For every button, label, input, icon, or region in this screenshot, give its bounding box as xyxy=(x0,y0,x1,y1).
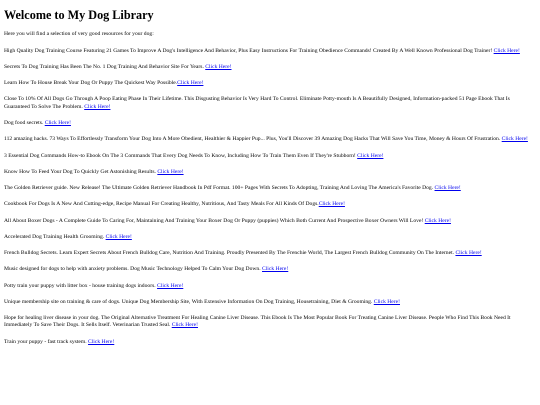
click-here-link[interactable]: Click Here! xyxy=(262,266,289,273)
resource-entry xyxy=(4,96,536,111)
click-here-link[interactable]: Click Here! xyxy=(84,103,111,110)
resource-description: High Quality Dog Training Course Featuring 21 Games To Improve A Dog's Intelligence And Behavior, Plus Easy Instructions For Training Obedience Commands! Created By A Well Known Professional Dog Trainer! xyxy=(4,47,493,54)
resource-entry xyxy=(4,283,536,290)
resource-description: Hope for healing liver disease in your dog. The Original Alternative Treatment For Healing Canine Liver Disease. This Ebook Is The Most Popular Book For Treating Canine Liver Disease. People Who Find This Book Need It Immediately To Save Their Dogs. It Sells Itself. Veterinarian Trusted Seal. xyxy=(4,315,511,329)
click-here-link[interactable]: Click Here! xyxy=(177,80,204,87)
resource-description: Accelerated Dog Training Health Grooming. xyxy=(4,233,105,240)
resource-description: Know How To Feed Your Dog To Quickly Get Astonishing Results. xyxy=(4,168,156,175)
click-here-link[interactable]: Click Here! xyxy=(455,250,482,257)
resource-description: All About Boxer Dogs - A Complete Guide To Caring For, Maintaining And Training Your Boxer Dog Or Puppy (puppies) Which Both Current And Prospective Boxer Owners Will Love! xyxy=(4,217,424,224)
resource-entry xyxy=(4,234,536,241)
click-here-link[interactable]: Click Here! xyxy=(157,168,184,175)
resource-entry xyxy=(4,201,536,208)
resource-entry xyxy=(4,250,536,257)
resource-description: Music designed for dogs to help with anxiety problems. Dog Music Technology Helped To Calm Your Dog Down. xyxy=(4,266,261,273)
resource-entry xyxy=(4,315,536,330)
resource-description: 112 amazing hacks. 73 Ways To Effortlessly Transform Your Dog Into A More Obedient, Healthier & Happier Pup... Plus, You'll Discover 39 Amazing Dog Hacks That Will Save You Time, Money & Hours Of Frustration. xyxy=(4,136,501,143)
resource-entry xyxy=(4,80,536,87)
resource-description: Close To 10% Of All Dogs Go Through A Poop Eating Phase In Their Lifetime. This Disgusting Behavior Is Very Hard To Control. Eliminate Potty-mouth Is A Beautifully Designed, Information-packed 51 Page Ebook That Is Guaranteed To Solve The Problem. xyxy=(4,96,510,110)
resource-entry xyxy=(4,185,536,192)
resource-list xyxy=(4,48,536,346)
resource-description: Unique membership site on training & care of dogs. Unique Dog Membership Site, With Extensive Information On Dog Training, Housetraining, Diet & Grooming. xyxy=(4,298,373,305)
click-here-link[interactable]: Click Here! xyxy=(373,298,400,305)
click-here-link[interactable]: Click Here! xyxy=(205,63,232,70)
resource-description: Learn How To House Break Your Dog Or Puppy The Quickest Way Possible. xyxy=(4,80,178,87)
click-here-link[interactable]: Click Here! xyxy=(88,338,115,345)
click-here-link[interactable]: Click Here! xyxy=(434,185,461,192)
resource-description: 3 Essential Dog Commands How-to Ebook On The 3 Commands That Every Dog Needs To Know, Including How To Train Them Even If They're Stubborn! xyxy=(4,152,356,159)
click-here-link[interactable]: Click Here! xyxy=(493,47,520,54)
resource-description: Dog food secrets. xyxy=(4,120,44,127)
resource-entry xyxy=(4,266,536,273)
click-here-link[interactable]: Click Here! xyxy=(44,120,71,127)
resource-entry xyxy=(4,169,536,176)
click-here-link[interactable]: Click Here! xyxy=(318,201,345,208)
resource-entry xyxy=(4,339,536,346)
click-here-link[interactable]: Click Here! xyxy=(501,136,528,143)
click-here-link[interactable]: Click Here! xyxy=(357,152,384,159)
click-here-link[interactable]: Click Here! xyxy=(105,233,132,240)
resource-description: The Golden Retriever guide. New Release! The Ultimate Golden Retriever Handbook In Pdf Format. 100+ Pages With Secrets To Adopting, Training And Loving The America's Favorite Dog. xyxy=(4,185,434,192)
click-here-link[interactable]: Click Here! xyxy=(424,217,451,224)
resource-entry xyxy=(4,136,536,143)
resource-description: French Bulldog Secrets. Learn Expert Secrets About French Bulldog Care, Nutrition And Training. Proudly Presented By The Frenchie World, The Largest French Bulldog Community On The Internet. xyxy=(4,250,455,257)
page-title: Welcome to My Dog Library xyxy=(4,8,154,22)
intro-text: Here you will find a selection of very good resources for your dog: xyxy=(4,31,154,38)
resource-entry xyxy=(4,299,536,306)
resource-entry xyxy=(4,64,536,71)
resource-entry xyxy=(4,218,536,225)
resource-description: Train your puppy - fast track system. xyxy=(4,338,87,345)
resource-entry xyxy=(4,48,536,55)
resource-description: Secrets To Dog Training Has Been The No. 1 Dog Training And Behavior Site For Years. xyxy=(4,63,204,70)
resource-description: Potty train your puppy with litter box - house training dogs indoors. xyxy=(4,282,156,289)
click-here-link[interactable]: Click Here! xyxy=(171,322,198,329)
click-here-link[interactable]: Click Here! xyxy=(157,282,184,289)
resource-entry xyxy=(4,153,536,160)
resource-description: Cookbook For Dogs Is A New And Cutting-edge, Recipe Manual For Creating Healthy, Nutritious, And Tasty Meals For All Kinds Of Dogs. xyxy=(4,201,319,208)
resource-entry xyxy=(4,120,536,127)
